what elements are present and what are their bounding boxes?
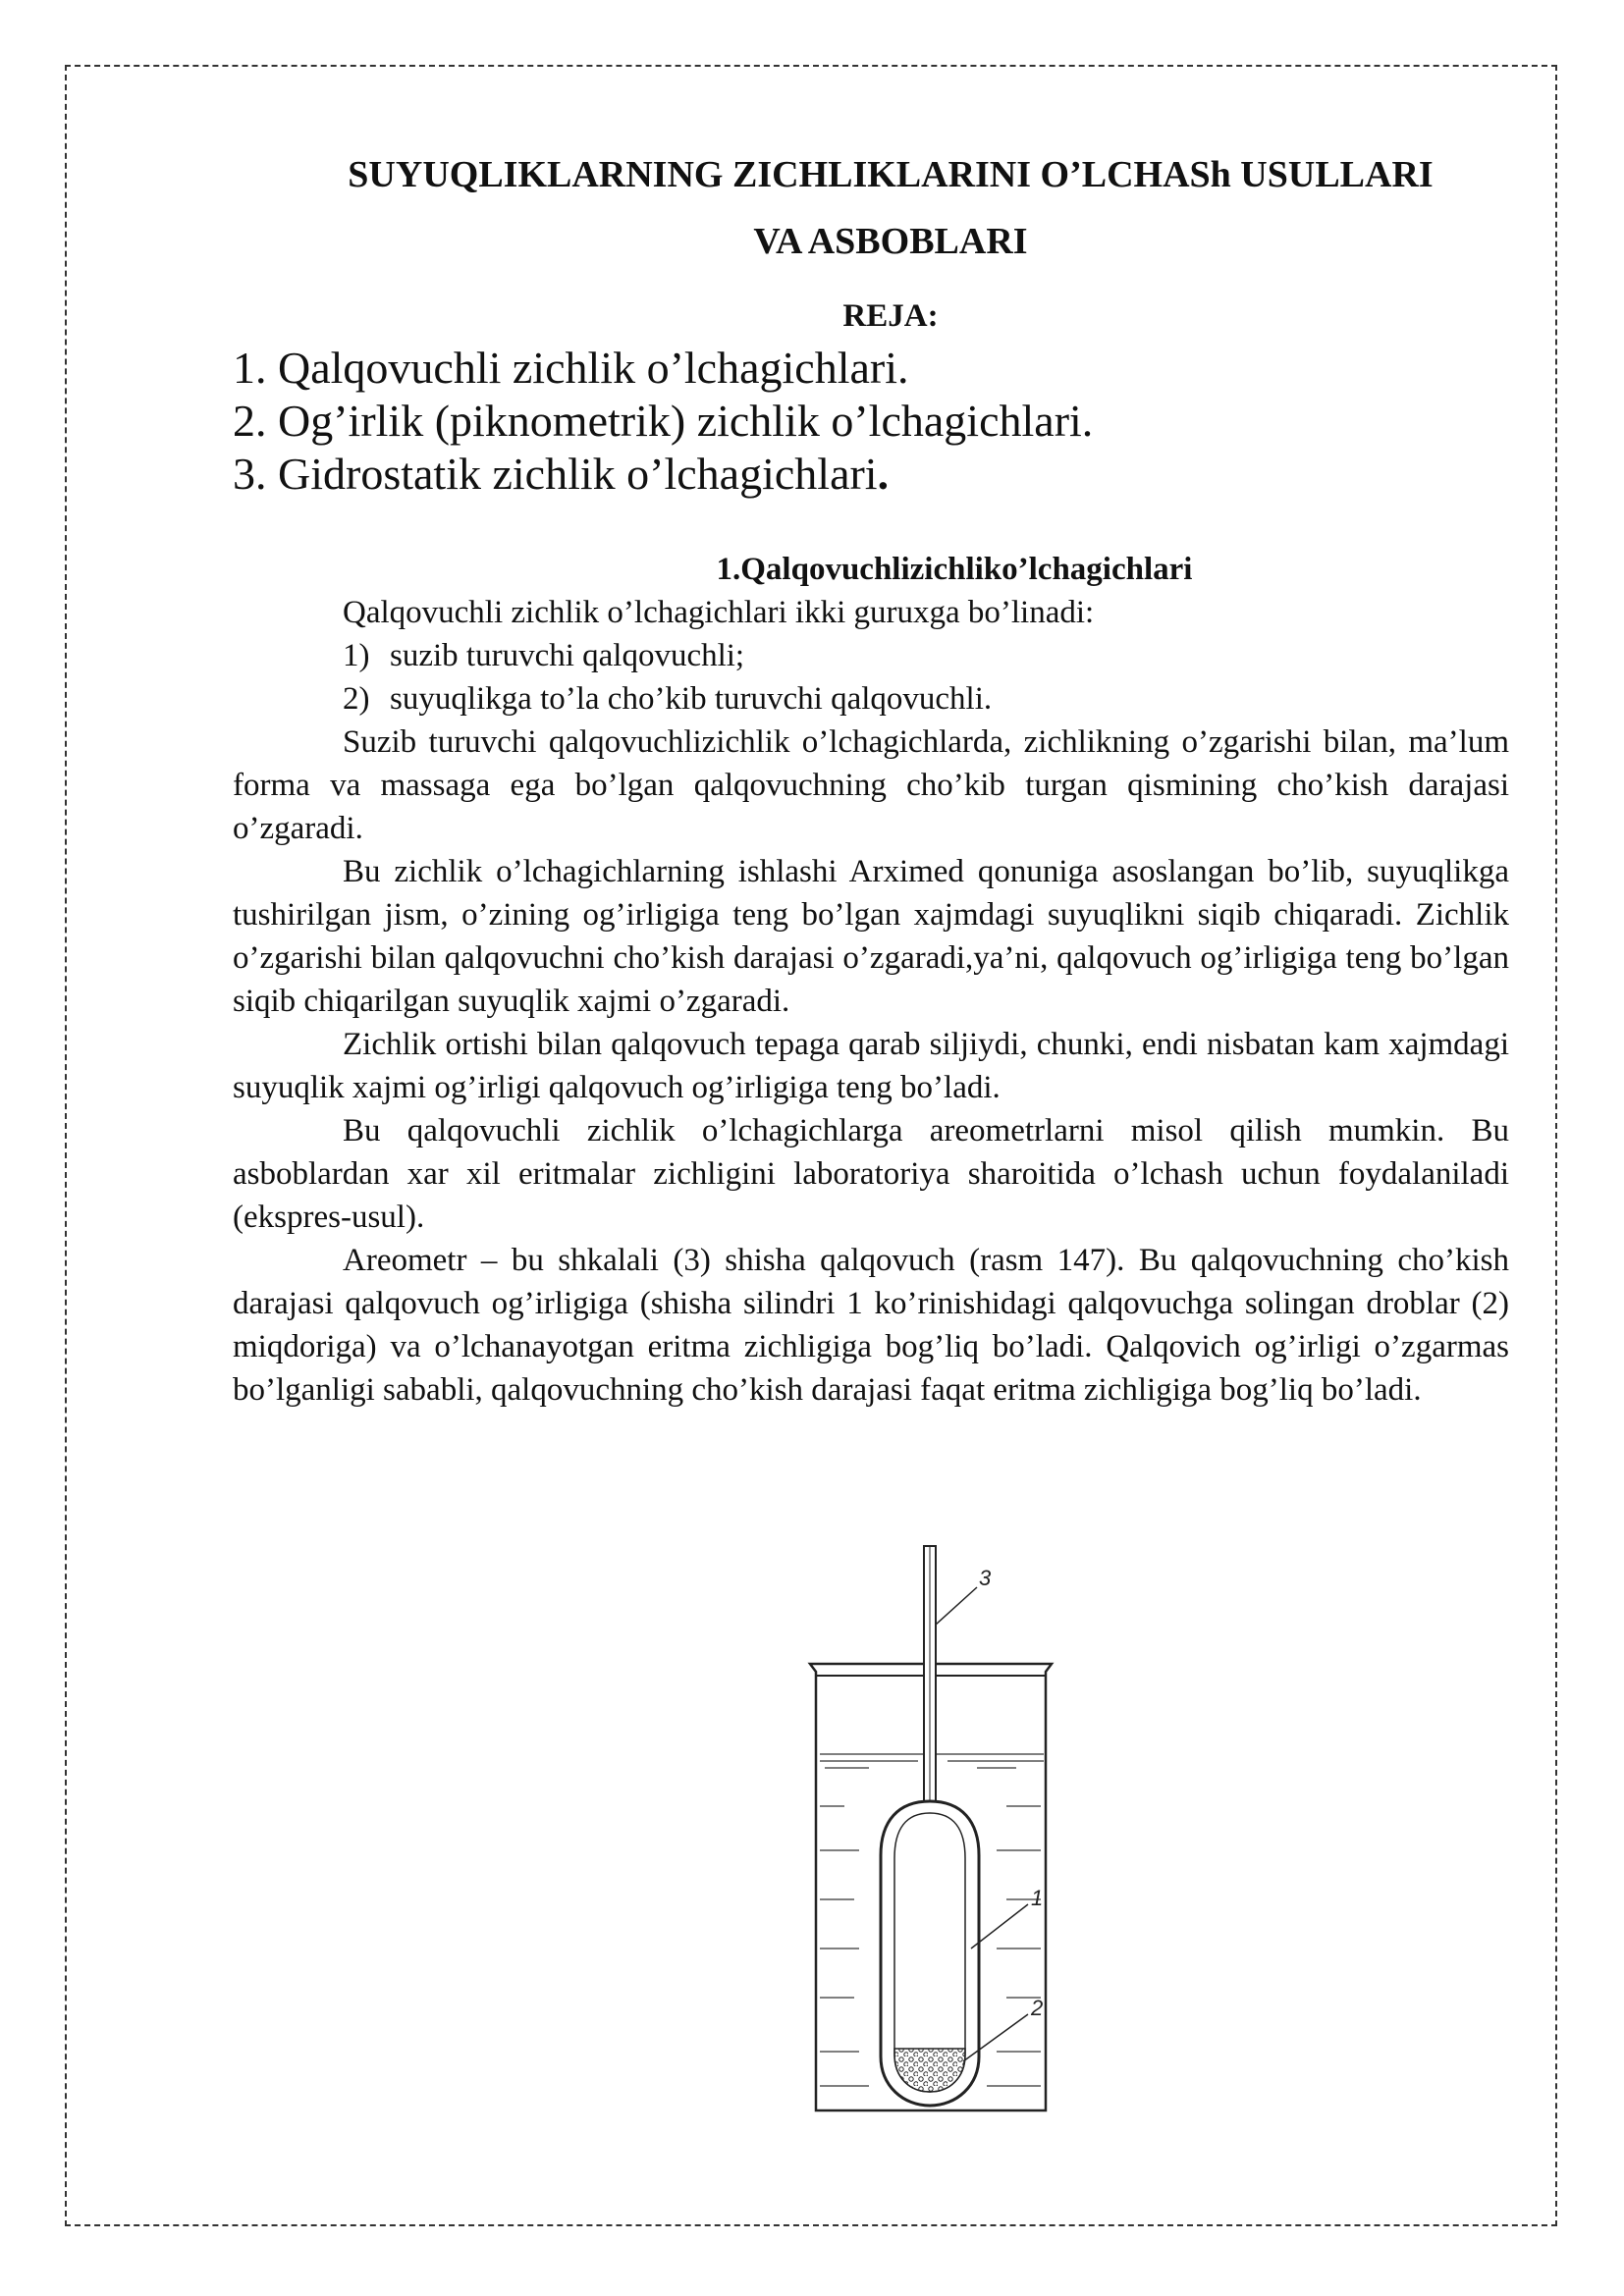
plan-item-1: 1. Qalqovuchli zichlik o’lchagichlari.: [233, 343, 909, 393]
paragraph-5: Areometr – bu shkalali (3) shisha qalqovuch (rasm 147). Bu qalqovuchning cho’kish darajasi qalqovuch og’irligiga (shisha silindri 1 ko’rinishidagi qalqovuchga solingan droblar (2) miqdoriga) va o’lchanayotgan eritma zichligiga bog’liq bo’ladi. Qalqovich og’irligi o’zgarmas bo’lganligi sababli, qalqovuchning cho’kish darajasi faqat eritma zichligiga bog’liq bo’ladi.: [233, 1243, 1509, 1408]
plan-list: [233, 342, 1509, 501]
plan-item-3: [233, 448, 1509, 501]
list-item-1: [233, 634, 1509, 677]
label-2: 2: [1031, 1996, 1044, 2020]
list-number: 2): [343, 681, 370, 717]
section-text: [233, 591, 1509, 1412]
label-3: 3: [979, 1566, 992, 1590]
document-body: [233, 147, 1509, 1412]
list-item-2: [233, 677, 1509, 721]
paragraph-1: Suzib turuvchi qalqovuchlizichlik o’lchagichlarda, zichlikning o’zgarishi bilan, ma’lum forma va massaga ega bo’lgan qalqovuchning cho’kib turgan qismining cho’kish darajasi o’zgaradi.: [233, 724, 1509, 846]
document-title-line2: VA ASBOBLARI: [753, 221, 1028, 262]
plan-item-3-text: 3. Gidrostatik zichlik o’lchagichlari: [233, 449, 878, 499]
list-text: suzib turuvchi qalqovuchli;: [390, 638, 745, 673]
intro-paragraph: Qalqovuchli zichlik o’lchagichlari ikki guruxga bo’linadi:: [343, 595, 1095, 630]
document-title-line1: SUYUQLIKLARNING ZICHLIKLARINI O’LCHASh USULLARI: [348, 154, 1434, 195]
plan-heading: REJA:: [842, 298, 939, 334]
list-text: suyuqlikga to’la cho’kib turuvchi qalqovuchli.: [390, 681, 993, 717]
plan-item-2: 2. Og’irlik (piknometrik) zichlik o’lchagichlari.: [233, 396, 1094, 446]
paragraph-3: Zichlik ortishi bilan qalqovuch tepaga qarab siljiydi, chunki, endi nisbatan kam xajmdagi suyuqlik xajmi og’irligi qalqovuch og’irligiga teng bo’ladi.: [233, 1027, 1509, 1105]
list-number: 1): [343, 638, 370, 673]
label-1: 1: [1031, 1886, 1044, 1910]
paragraph-4: Bu qalqovuchli zichlik o’lchagichlarga areometrlarni misol qilish mumkin. Bu asboblardan xar xil eritmalar zichligini laboratoriya sharoitida o’lchash uchun foydalaniladi (ekspres-usul).: [233, 1113, 1509, 1235]
areometer-figure: [800, 1536, 1065, 2125]
paragraph-2: Bu zichlik o’lchagichlarning ishlashi Arximed qonuniga asoslangan bo’lib, suyuqlikga tushirilgan jism, o’zining og’irligiga teng bo’lgan xajmdagi suyuqlikni siqib chiqaradi. Zichlik o’zgarishi bilan qalqovuchni cho’kish darajasi o’zgaradi,ya’ni, qalqovuch og’irligiga teng bo’lgan siqib chiqarilgan suyuqlik xajmi o’zgaradi.: [233, 854, 1509, 1019]
plan-item-3-period: .: [877, 449, 890, 499]
section-heading: 1.Qalqovuchlizichliko’lchagichlari: [716, 552, 1193, 587]
